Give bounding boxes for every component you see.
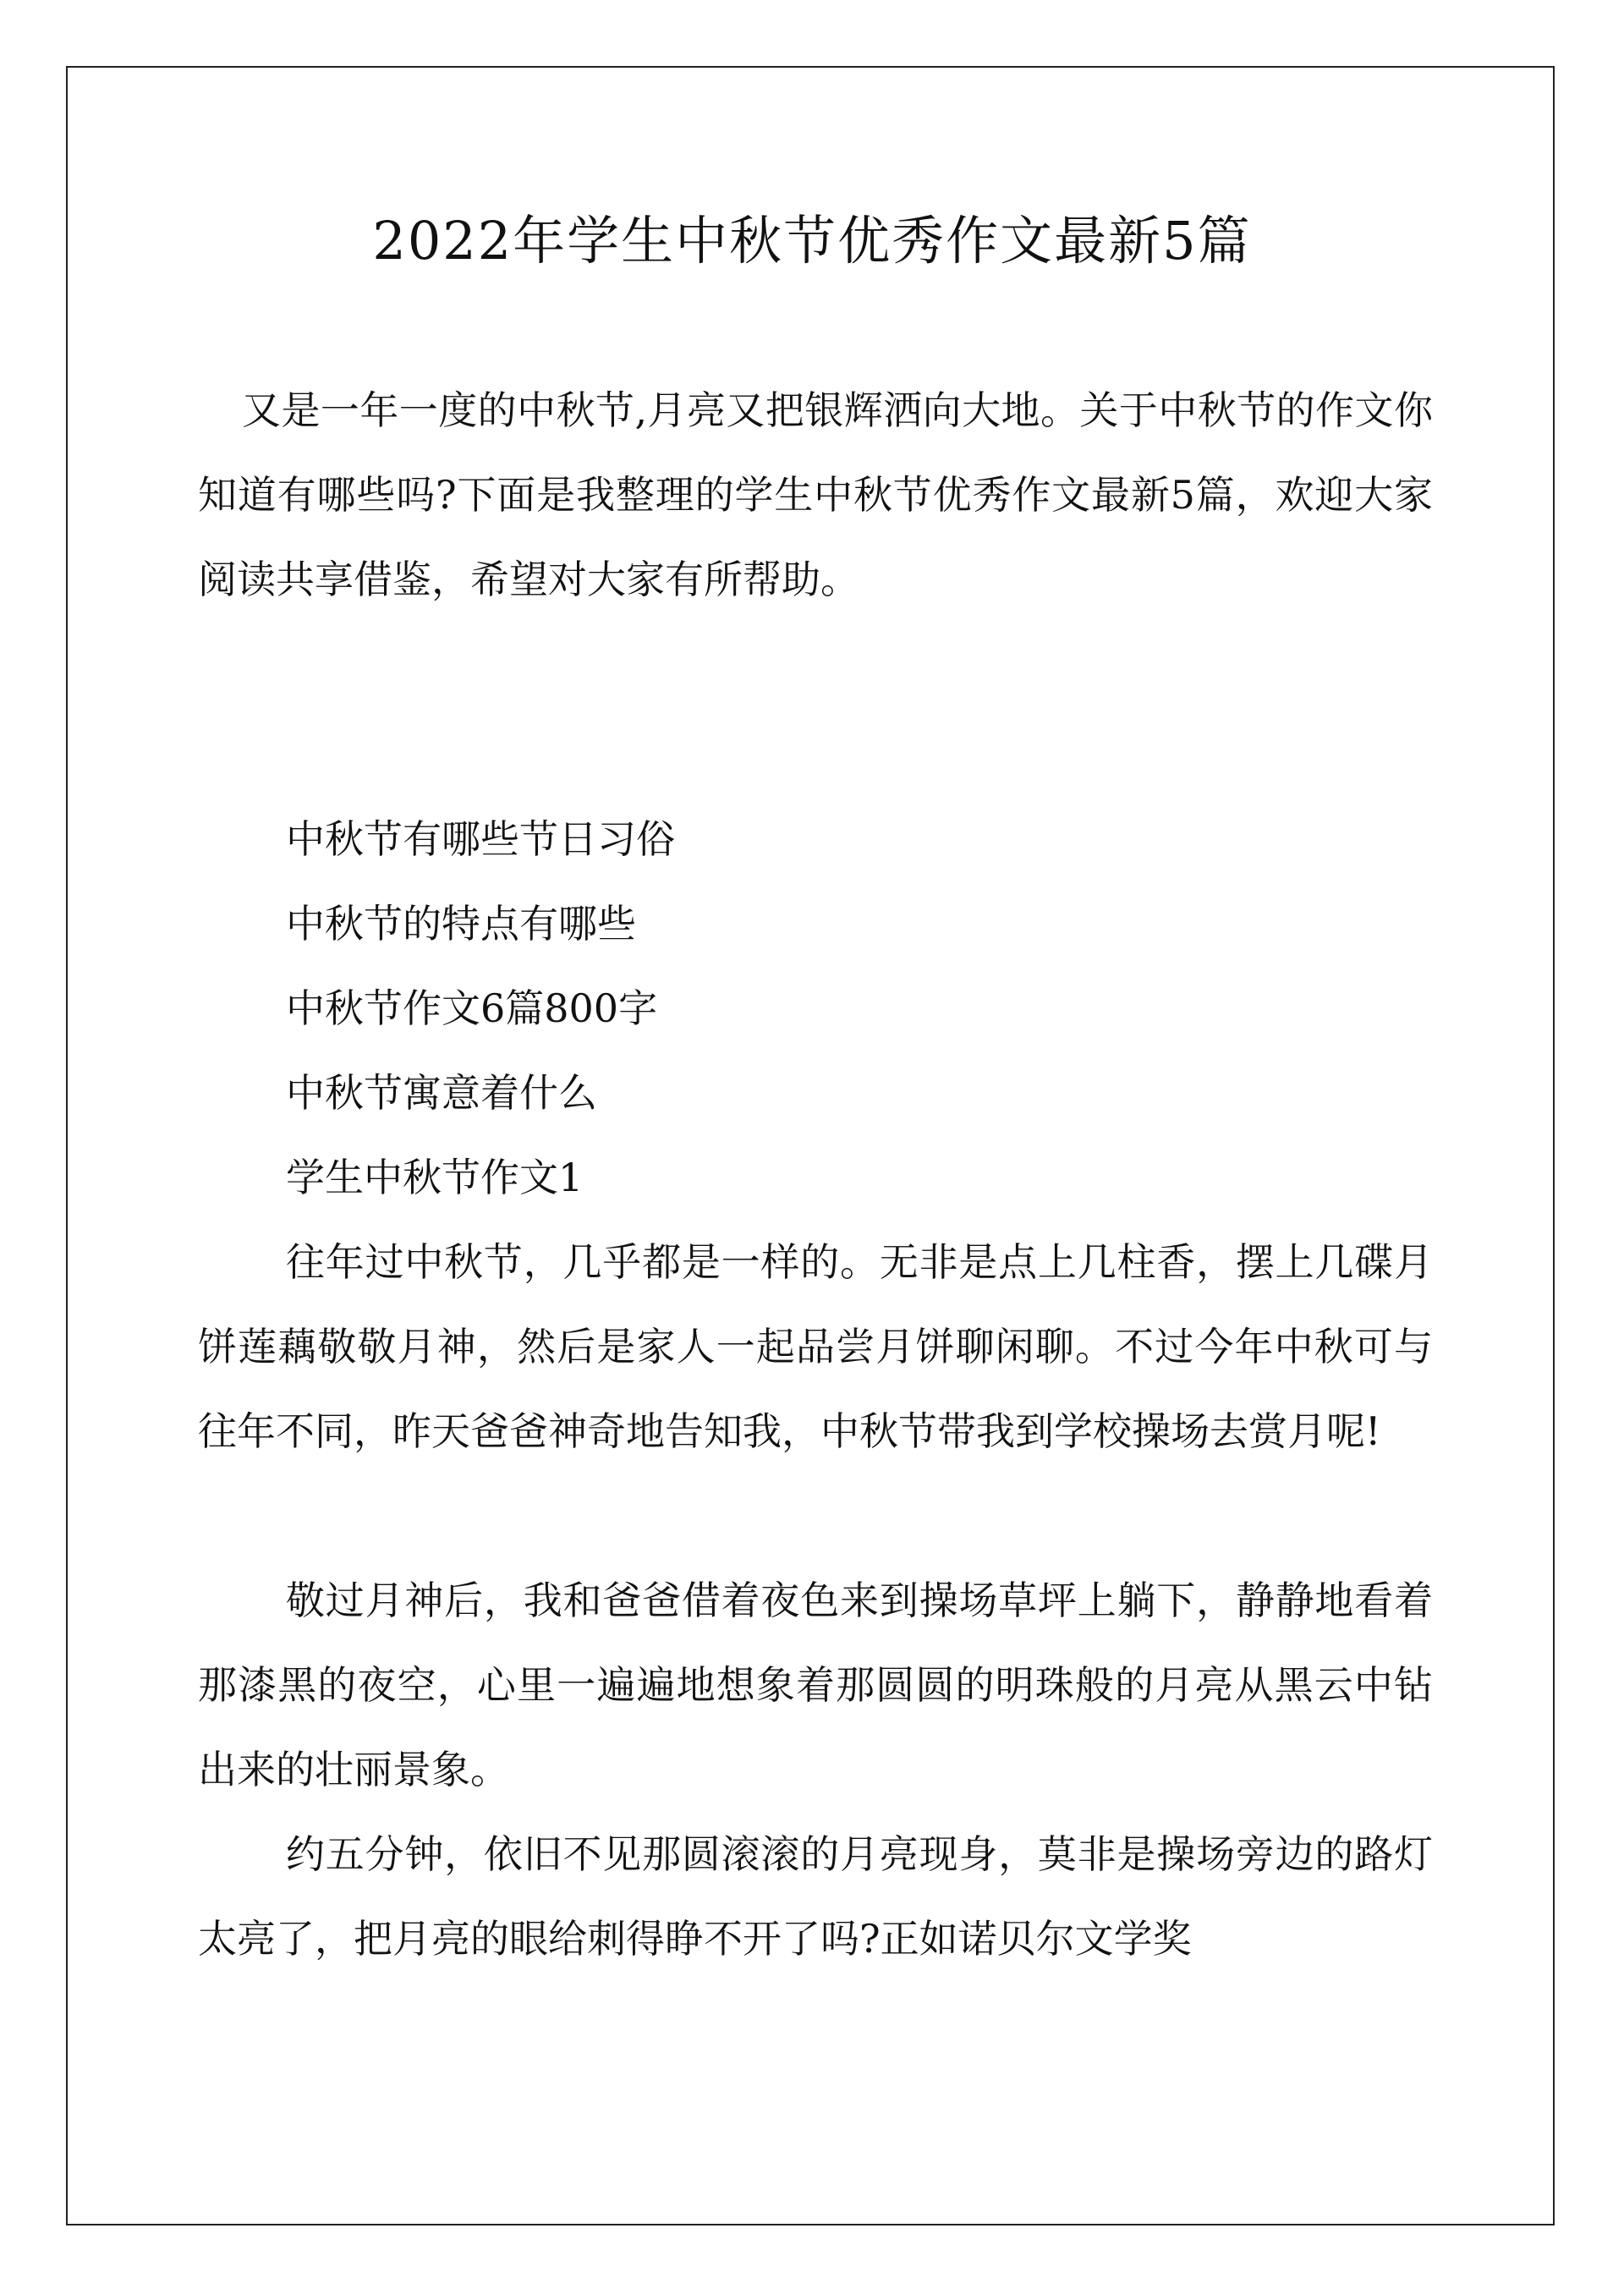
related-link-essays[interactable]: 中秋节作文6篇800字 (286, 985, 658, 1031)
related-link-meaning[interactable]: 中秋节寓意着什么 (286, 1070, 597, 1116)
related-links-list (286, 797, 675, 1135)
intro-paragraph: 又是一年一度的中秋节,月亮又把银辉洒向大地。关于中秋节的作文你知道有哪些吗?下面是我整理的学生中秋节优秀作文最新5篇，欢迎大家阅读共享借鉴，希望对大家有所帮助。 (198, 387, 1433, 602)
document-title: 2022年学生中秋节优秀作文最新5篇 (372, 210, 1252, 272)
related-link-features[interactable]: 中秋节的特点有哪些 (286, 901, 636, 947)
essay-paragraph-2: 敬过月神后，我和爸爸借着夜色来到操场草坪上躺下，静静地看着那漆黑的夜空，心里一遍遍地想象着那圆圆的明珠般的月亮从黑云中钻出来的壮丽景象。 (198, 1578, 1433, 1792)
related-link-customs[interactable]: 中秋节有哪些节日习俗 (286, 816, 675, 862)
section-heading: 学生中秋节作文1 (286, 1155, 584, 1200)
essay-paragraph-3: 约五分钟，依旧不见那圆滚滚的月亮现身，莫非是操场旁边的路灯太亮了，把月亮的眼给刺得睁不开了吗?正如诺贝尔文学奖 (198, 1831, 1433, 1962)
essay-paragraph-1: 往年过中秋节，几乎都是一样的。无非是点上几柱香，摆上几碟月饼莲藕敬敬月神，然后是家人一起品尝月饼聊闲聊。不过今年中秋可与往年不同，昨天爸爸神奇地告知我，中秋节带我到学校操场去赏月呢! (198, 1239, 1433, 1454)
